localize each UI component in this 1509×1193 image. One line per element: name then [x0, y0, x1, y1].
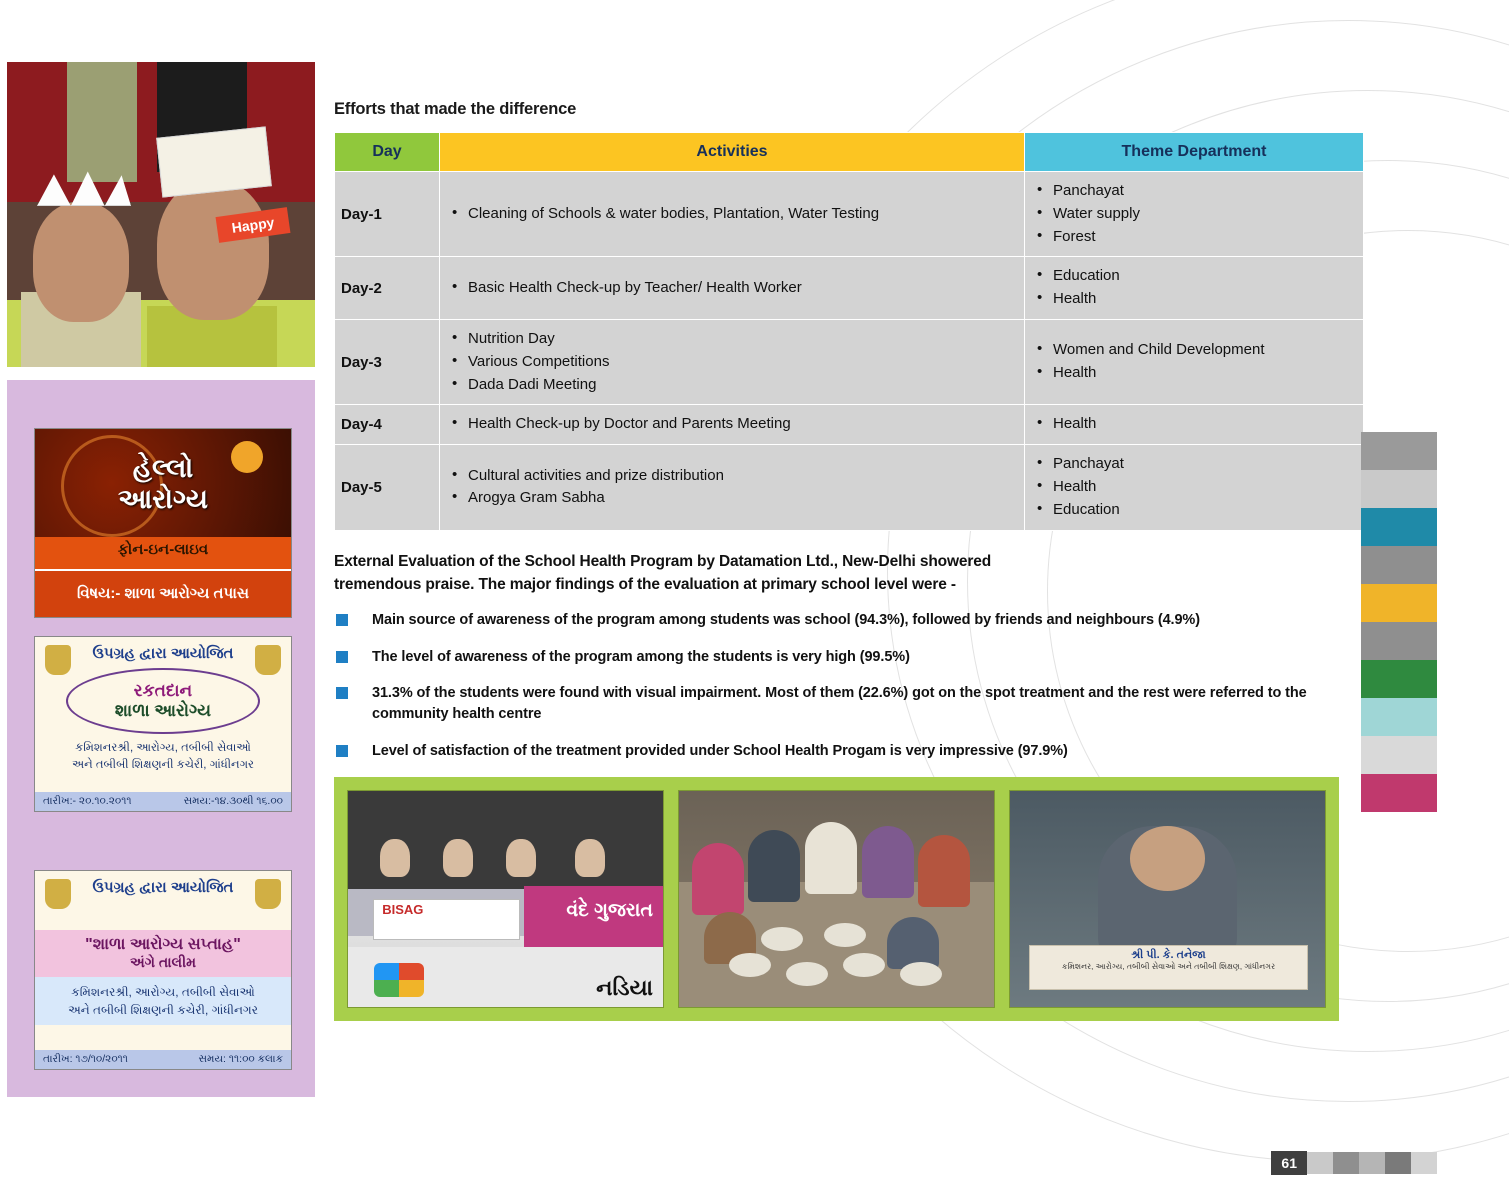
finding-item: 31.3% of the students were found with visual impairment. Most of them (22.6%) got on the spot treatment and the rest were referred to the community health centre — [334, 683, 1344, 726]
department-item: • Education — [1031, 265, 1357, 288]
cell-day: Day-2 — [335, 257, 440, 320]
main-content — [334, 100, 1344, 1021]
cell-day: Day-3 — [335, 319, 440, 404]
poster-blood-date: તારીખ:- ૨૦.૧૦.૨૦૧૧ — [43, 795, 132, 807]
activity-item: • Basic Health Check-up by Teacher/ Health Worker — [446, 277, 1018, 300]
cell-departments — [1025, 319, 1364, 404]
poster-training-band1: "શાળા આરોગ્ય સપ્તાહ" — [85, 936, 241, 953]
department-item: • Forest — [1031, 226, 1357, 249]
department-item: • Health — [1031, 288, 1357, 311]
cell-departments — [1025, 405, 1364, 445]
poster-blood-donation — [34, 636, 292, 812]
footer-chip — [1359, 1152, 1385, 1174]
evaluation-intro-line1: External Evaluation of the School Health Program by Datamation Ltd., New-Delhi showered — [334, 552, 992, 570]
footer-chip — [1411, 1152, 1437, 1174]
vande-gujarat-text: વંદે ગુજરાત — [566, 900, 653, 922]
color-chip — [1361, 660, 1437, 698]
poster-blood-body2: અને તબીબી શિક્ષણની કચેરી, ગાંધીનગર — [72, 758, 254, 771]
table-row — [335, 172, 1364, 257]
speaker-interview-photo — [1009, 790, 1326, 1008]
color-chip — [1361, 736, 1437, 774]
color-chip — [1361, 622, 1437, 660]
color-chip — [1361, 470, 1437, 508]
nadiya-text: નડિયા — [596, 975, 653, 1001]
column-header-activities: Activities — [440, 133, 1025, 172]
activity-item: • Various Competitions — [446, 351, 1018, 374]
cell-activities — [440, 172, 1025, 257]
page-number: 61 — [1271, 1151, 1307, 1175]
photo-happy-badge: Happy — [216, 207, 291, 243]
evaluation-intro — [334, 550, 1344, 597]
cell-day: Day-1 — [335, 172, 440, 257]
department-item: • Education — [1031, 499, 1357, 522]
poster-blood-time: સમય:-૧૪.૩૦થી ૧૬.૦૦ — [183, 795, 283, 807]
photo-strip — [334, 777, 1339, 1021]
color-chip — [1361, 546, 1437, 584]
poster-training-heading: ઉપગ્રહ દ્વારા આયોજિત — [92, 879, 234, 896]
poster-training-body1: કમિશનરશ્રી, આરોગ્ય, તબીબી સેવાઓ — [71, 985, 255, 999]
bisag-logo-text: BISAG — [382, 902, 424, 918]
cell-day: Day-4 — [335, 405, 440, 445]
poster-training-time: સમય: ૧૧:૦૦ કલાક — [198, 1053, 283, 1065]
poster-tv-title-line1: હેલ્લો — [132, 453, 194, 483]
activity-item: • Arogya Gram Sabha — [446, 487, 1018, 510]
cell-departments — [1025, 172, 1364, 257]
footer-chip — [1307, 1152, 1333, 1174]
poster-blood-heading: ઉપગ્રહ દ્વારા આયોજિત — [92, 645, 234, 662]
poster-blood-body1: કમિશનરશ્રી, આરોગ્ય, તબીબી સેવાઓ — [75, 742, 251, 754]
finding-item: Main source of awareness of the program among students was school (94.3%), followed by friends and neighbours (4.9%) — [334, 610, 1344, 631]
activity-item: • Cleaning of Schools & water bodies, Plantation, Water Testing — [446, 203, 1018, 226]
poster-tv-show — [34, 428, 292, 618]
bisag-studio-photo — [347, 790, 664, 1008]
children-photo — [7, 62, 315, 367]
cell-departments — [1025, 257, 1364, 320]
color-chip — [1361, 698, 1437, 736]
table-row — [335, 319, 1364, 404]
table-header-row — [335, 133, 1364, 172]
department-item: • Health — [1031, 413, 1357, 436]
activity-item: • Health Check-up by Doctor and Parents Meeting — [446, 413, 1018, 436]
department-item: • Panchayat — [1031, 453, 1357, 476]
poster-training — [34, 870, 292, 1070]
department-item: • Health — [1031, 362, 1357, 385]
page-footer — [1271, 1151, 1437, 1175]
cell-activities — [440, 405, 1025, 445]
color-chip — [1361, 432, 1437, 470]
cell-activities — [440, 319, 1025, 404]
footer-chip — [1385, 1152, 1411, 1174]
activity-item: • Cultural activities and prize distribution — [446, 465, 1018, 488]
poster-tv-title-line2: આરોગ્ય — [117, 484, 209, 515]
evaluation-intro-line2: tremendous praise. The major findings of the evaluation at primary school level were - — [334, 575, 956, 593]
poster-training-body2: અને તબીબી શિક્ષણની કચેરી, ગાંધીનગર — [68, 1003, 258, 1017]
cell-activities — [440, 445, 1025, 530]
table-row — [335, 445, 1364, 530]
cell-departments — [1025, 445, 1364, 530]
efforts-table — [334, 132, 1364, 531]
page-title: Efforts that made the difference — [334, 100, 577, 118]
nutrition-gathering-photo — [678, 790, 995, 1008]
poster-tv-topic: વિષય:- શાળા આરોગ્ય તપાસ — [76, 585, 250, 602]
activity-item: • Nutrition Day — [446, 328, 1018, 351]
poster-column — [7, 380, 315, 1097]
cell-day: Day-5 — [335, 445, 440, 530]
finding-item: The level of awareness of the program among the students is very high (99.5%) — [334, 647, 1344, 668]
column-header-day: Day — [335, 133, 440, 172]
speaker-name-caption: શ્રી પી. કે. તનેજા — [1131, 948, 1206, 961]
color-chip — [1361, 774, 1437, 812]
color-chip-column — [1361, 432, 1437, 812]
poster-tv-subtitle: ફોન-ઇન-લાઇવ — [117, 541, 209, 558]
color-chip — [1361, 584, 1437, 622]
speaker-designation-caption: કમિશનર, આરોગ્ય, તબીબી સેવાઓ અને તબીબી શિક્ષણ, ગાંધીનગર — [1061, 961, 1276, 971]
department-item: • Women and Child Development — [1031, 339, 1357, 362]
column-header-department: Theme Department — [1025, 133, 1364, 172]
poster-blood-line2: શાળા આરોગ્ય — [114, 701, 212, 720]
poster-training-band2: અંગે તાલીમ — [129, 954, 197, 970]
color-chip — [1361, 508, 1437, 546]
finding-item: Level of satisfaction of the treatment provided under School Health Progam is very impressive (97.9%) — [334, 741, 1344, 762]
department-item: • Health — [1031, 476, 1357, 499]
poster-training-date: તારીખ: ૧૭/૧૦/૨૦૧૧ — [43, 1053, 128, 1065]
table-row — [335, 405, 1364, 445]
activity-item: • Dada Dadi Meeting — [446, 374, 1018, 397]
cell-activities — [440, 257, 1025, 320]
department-item: • Panchayat — [1031, 180, 1357, 203]
department-item: • Water supply — [1031, 203, 1357, 226]
table-row — [335, 257, 1364, 320]
poster-blood-line1: રકતદાન — [133, 681, 193, 700]
footer-chip — [1333, 1152, 1359, 1174]
findings-list — [334, 610, 1344, 762]
